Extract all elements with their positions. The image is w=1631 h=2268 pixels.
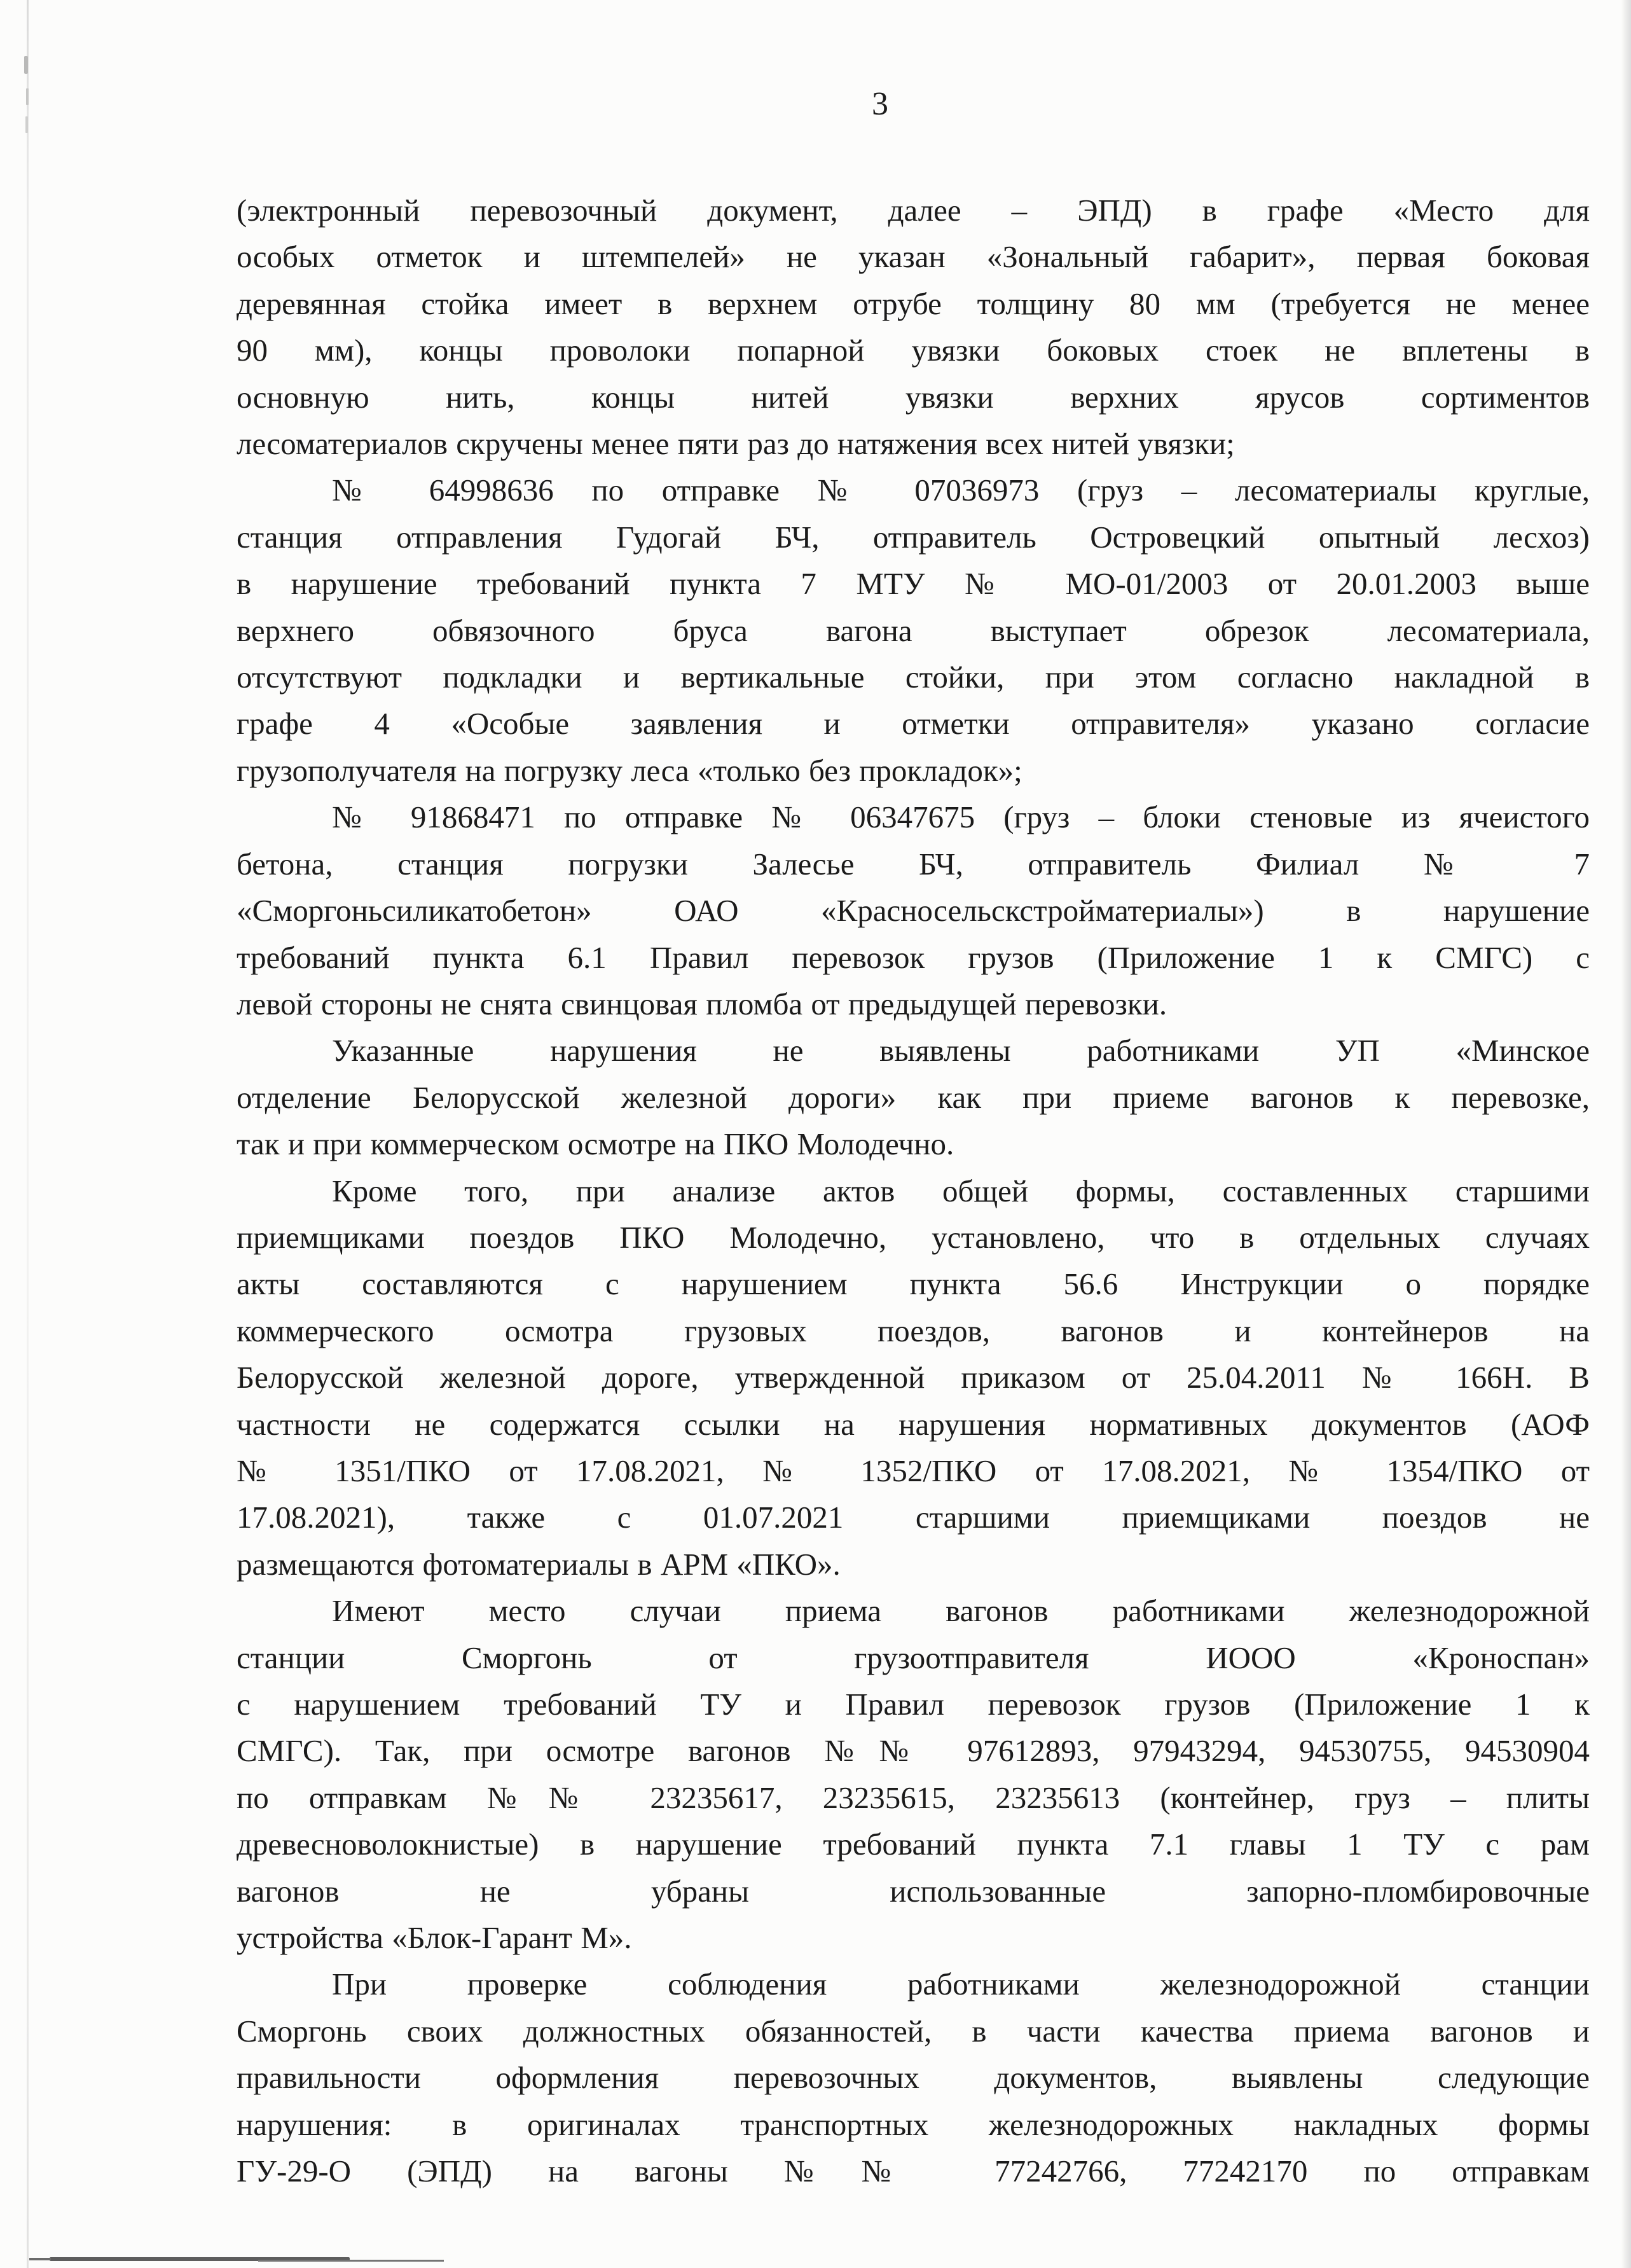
text-line: частности не содержатся ссылки на нарушения нормативных документов (АОФ	[237, 1406, 1590, 1442]
text-line: по отправкам №№ 23235617, 23235615, 23235613 (контейнер, груз – плиты	[237, 1780, 1590, 1815]
text-line: ГУ-29-О (ЭПД) на вагоны №№ 77242766, 77242170 по отправкам	[237, 2154, 1590, 2189]
text-line: древесноволокнистые) в нарушение требований пункта 7.1 главы 1 ТУ с рам	[237, 1827, 1590, 1862]
scan-left-edge-tick-marks	[24, 56, 28, 74]
text-line: Белорусской железной дороге, утвержденной приказом от 25.04.2011 № 166Н. В	[237, 1360, 1590, 1395]
paragraph-3	[237, 794, 1590, 1027]
text-line: При проверке соблюдения работниками железнодорожной станции	[332, 1967, 1590, 2002]
text-line: с нарушением требований ТУ и Правил перевозок грузов (Приложение 1 к	[237, 1687, 1590, 1722]
text-line: станция отправления Гудогай БЧ, отправитель Островецкий опытный лесхоз)	[237, 519, 1590, 555]
paragraph-2	[237, 467, 1590, 794]
paragraph-6	[237, 1587, 1590, 1961]
text-line: станции Сморгонь от грузоотправителя ИООО «Кроноспан»	[237, 1640, 1590, 1675]
text-line: нарушения: в оригиналах транспортных железнодорожных накладных формы	[237, 2106, 1590, 2142]
text-line: лесоматериалов скручены менее пяти раз до натяжения всех нитей увязки;	[237, 426, 1235, 462]
text-line: графе 4 «Особые заявления и отметки отправителя» указано согласие	[237, 706, 1590, 742]
text-line: коммерческого осмотра грузовых поездов, вагонов и контейнеров на	[237, 1313, 1590, 1348]
text-line: верхнего обвязочного бруса вагона выступает обрезок лесоматериала,	[237, 612, 1590, 648]
text-line: СМГС). Так, при осмотре вагонов №№ 97612893, 97943294, 94530755, 94530904	[237, 1733, 1590, 1769]
text-line: левой стороны не снята свинцовая пломба от предыдущей перевозки.	[237, 986, 1167, 1021]
text-line: приемщиками поездов ПКО Молодечно, установлено, что в отдельных случаях	[237, 1219, 1590, 1255]
paragraph-4	[237, 1027, 1590, 1167]
paragraph-1	[237, 187, 1590, 467]
scan-right-edge-shadow	[1621, 0, 1631, 2268]
paragraph-5	[237, 1168, 1590, 1588]
text-line: устройства «Блок-Гарант М».	[237, 1920, 632, 1956]
text-line: особых отметок и штемпелей» не указан «Зональный габарит», первая боковая	[237, 239, 1590, 275]
text-line: 90 мм), концы проволоки попарной увязки боковых стоек не вплетены в	[237, 333, 1590, 368]
text-line: в нарушение требований пункта 7 МТУ № МО-01/2003 от 20.01.2003 выше	[237, 566, 1590, 602]
page-number: 3	[872, 86, 888, 122]
scan-left-edge-artifact	[27, 0, 29, 2268]
text-line: основную нить, концы нитей увязки верхних ярусов сортиментов	[237, 379, 1590, 415]
text-line: правильности оформления перевозочных документов, выявлены следующие	[237, 2060, 1590, 2096]
text-line: размещаются фотоматериалы в АРМ «ПКО».	[237, 1546, 841, 1582]
text-line: Кроме того, при анализе актов общей формы, составленных старшими	[332, 1173, 1590, 1208]
paragraph-7	[237, 1961, 1590, 2194]
text-line: (электронный перевозочный документ, далее – ЭПД) в графе «Место для	[237, 193, 1590, 228]
text-line: так и при коммерческом осмотре на ПКО Молодечно.	[237, 1126, 954, 1162]
document-body	[237, 187, 1590, 2194]
text-line: Имеют место случаи приема вагонов работниками железнодорожной	[332, 1593, 1590, 1629]
text-line: Сморгонь своих должностных обязанностей, в части качества приема вагонов и	[237, 2013, 1590, 2049]
scan-bottom-line-artifact	[50, 2257, 350, 2261]
text-line: отсутствуют подкладки и вертикальные стойки, при этом согласно накладной в	[237, 660, 1590, 695]
text-line: «Сморгоньсиликатобетон» ОАО «Красносельскстройматериалы») в нарушение	[237, 893, 1590, 929]
text-line: 17.08.2021), также с 01.07.2021 старшими приемщиками поездов не	[237, 1500, 1590, 1535]
text-line: № 91868471 по отправке № 06347675 (груз – блоки стеновые из ячеистого	[332, 799, 1590, 835]
text-line: № 1351/ПКО от 17.08.2021, № 1352/ПКО от 17.08.2021, № 1354/ПКО от	[237, 1453, 1590, 1488]
text-line: № 64998636 по отправке № 07036973 (груз – лесоматериалы круглые,	[332, 473, 1590, 508]
text-line: отделение Белорусской железной дороги» как при приеме вагонов к перевозке,	[237, 1079, 1590, 1115]
text-line: бетона, станция погрузки Залесье БЧ, отправитель Филиал № 7	[237, 846, 1590, 882]
text-line: акты составляются с нарушением пункта 56.6 Инструкции о порядке	[237, 1266, 1590, 1302]
text-line: вагонов не убраны использованные запорно-пломбировочные	[237, 1873, 1590, 1909]
text-line: Указанные нарушения не выявлены работниками УП «Минское	[332, 1033, 1590, 1068]
text-line: грузополучателя на погрузку леса «только без прокладок»;	[237, 752, 1022, 788]
text-line: деревянная стойка имеет в верхнем отрубе толщину 80 мм (требуется не менее	[237, 286, 1590, 321]
text-line: требований пункта 6.1 Правил перевозок грузов (Приложение 1 к СМГС) с	[237, 939, 1590, 975]
